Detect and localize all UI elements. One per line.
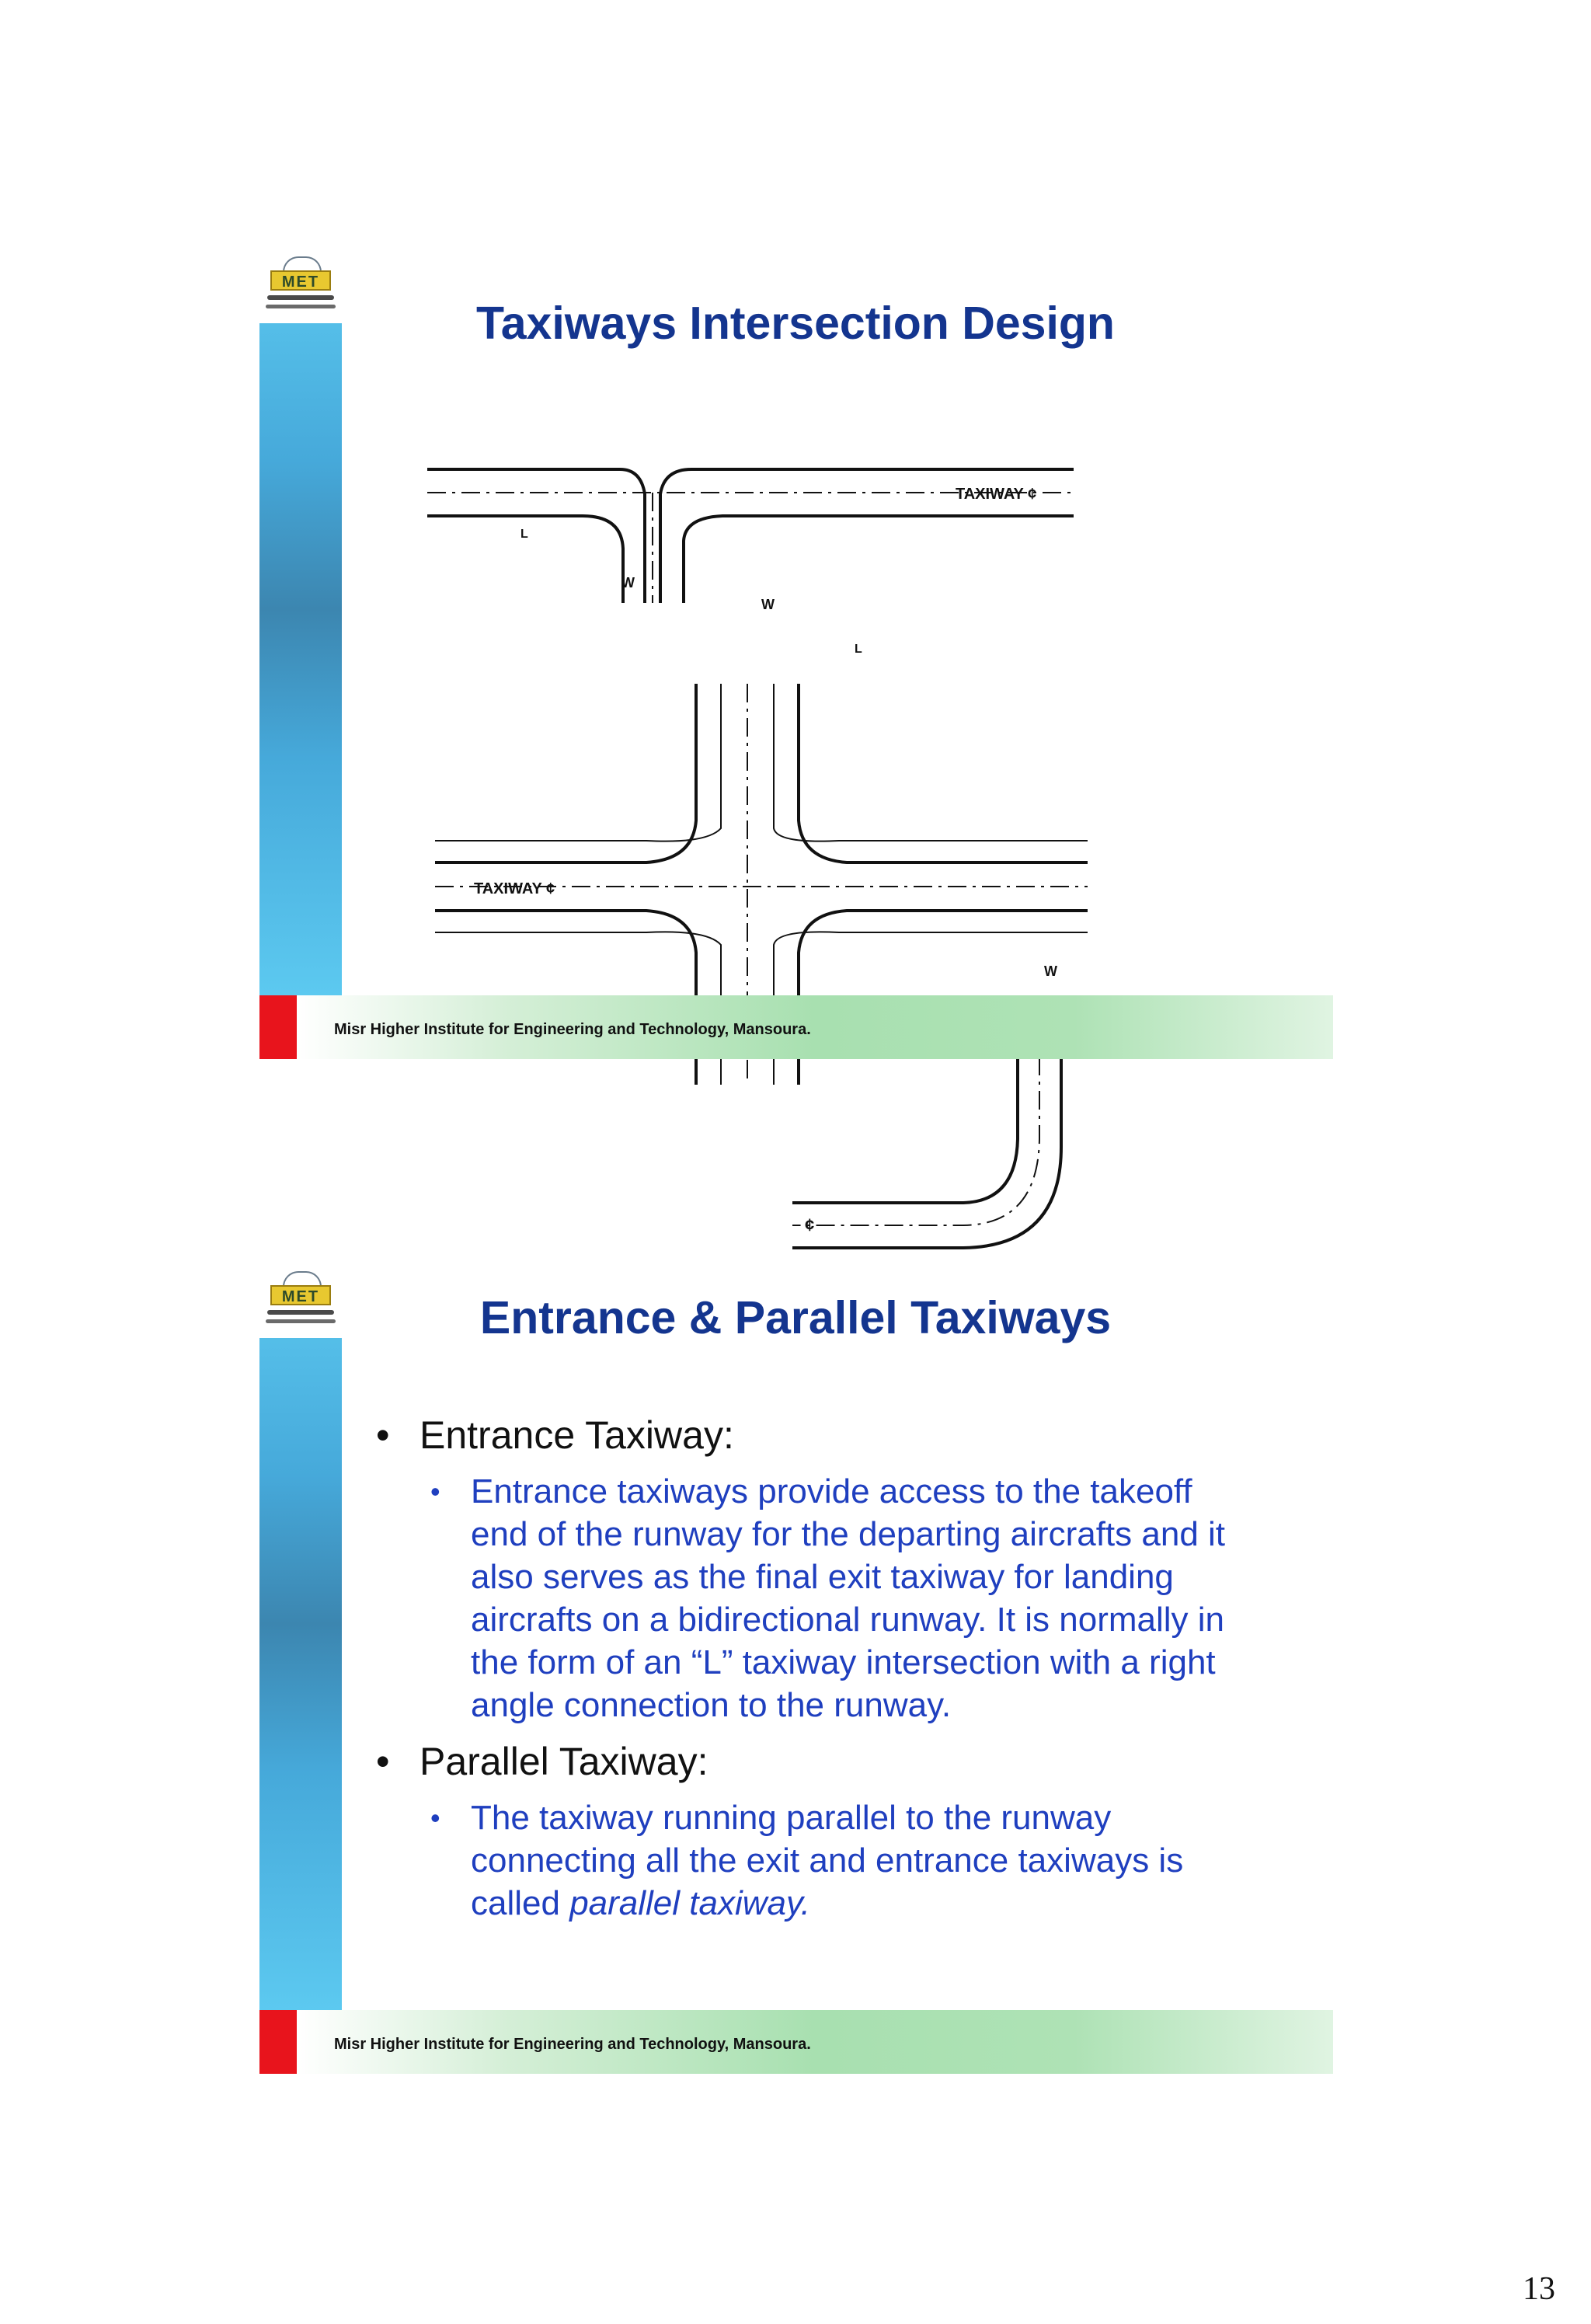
logo-dome-icon <box>283 256 322 272</box>
slide-sidebar <box>259 1268 342 2010</box>
logo-met-text: MET <box>270 1285 331 1305</box>
footer-institute-text: Misr Higher Institute for Engineering and Technology, Mansoura. <box>334 1021 811 1038</box>
taxiway-edge <box>435 684 696 862</box>
label-l: L <box>520 528 528 541</box>
label-taxiway-left: TAXIWAY ¢ <box>474 880 555 897</box>
taxiway-edge <box>427 469 645 603</box>
slide-sidebar <box>259 253 342 995</box>
label-centerline: ¢ <box>805 1215 815 1235</box>
bullet-dot-icon: • <box>430 1802 440 1834</box>
page-number: 13 <box>1523 2271 1555 2307</box>
institute-logo <box>259 1268 342 1338</box>
bullet-heading: Entrance Taxiway: <box>420 1413 734 1457</box>
footer-red-block <box>259 2010 297 2074</box>
logo-arabic-line <box>267 295 334 300</box>
logo-arabic-line <box>266 1319 336 1323</box>
footer-institute-text: Misr Higher Institute for Engineering and Technology, Mansoura. <box>334 2036 811 2053</box>
label-l: L <box>855 643 862 656</box>
footer-red-block <box>259 995 297 1059</box>
label-w: W <box>1044 963 1057 979</box>
label-w: W <box>621 575 635 591</box>
sub-bullet-prefix: The taxiway running parallel to the runway connecting all the exit and entrance taxiways is called <box>471 1799 1184 1922</box>
taxiway-edge <box>684 516 1074 603</box>
label-taxiway-top: TAXIWAY ¢ <box>956 486 1037 503</box>
slide-entrance-parallel <box>259 1268 1333 2074</box>
label-w: W <box>761 597 775 612</box>
logo-arabic-line <box>267 1310 334 1315</box>
slide-title: Taxiways Intersection Design <box>476 298 1115 349</box>
logo-arabic-line <box>266 305 336 308</box>
logo-dome-icon <box>283 1271 322 1287</box>
taxiway-edge <box>583 516 623 603</box>
slide-taxiways-intersection <box>259 253 1333 1235</box>
bullet-dot-icon: • <box>430 1476 440 1507</box>
taxiway-edge <box>799 684 1088 862</box>
sub-bullet-italic: parallel taxiway. <box>569 1884 810 1922</box>
bullet-heading: Parallel Taxiway: <box>420 1740 708 1783</box>
logo-met-text: MET <box>270 270 331 291</box>
bullet-dot-icon: • <box>376 1413 390 1457</box>
sub-bullet-text <box>471 1796 1248 1925</box>
bullet-dot-icon: • <box>376 1740 390 1783</box>
institute-logo <box>259 253 342 323</box>
slide-title: Entrance & Parallel Taxiways <box>479 1292 1112 1343</box>
sub-bullet-text: Entrance taxiways provide access to the takeoff end of the runway for the departing aircrafts and it also serves as the final exit taxiway for landing aircrafts on a bidirectional runway. It is normally in the form of an “L” taxiway intersection with a right angle connection to the runway. <box>471 1472 1226 1724</box>
